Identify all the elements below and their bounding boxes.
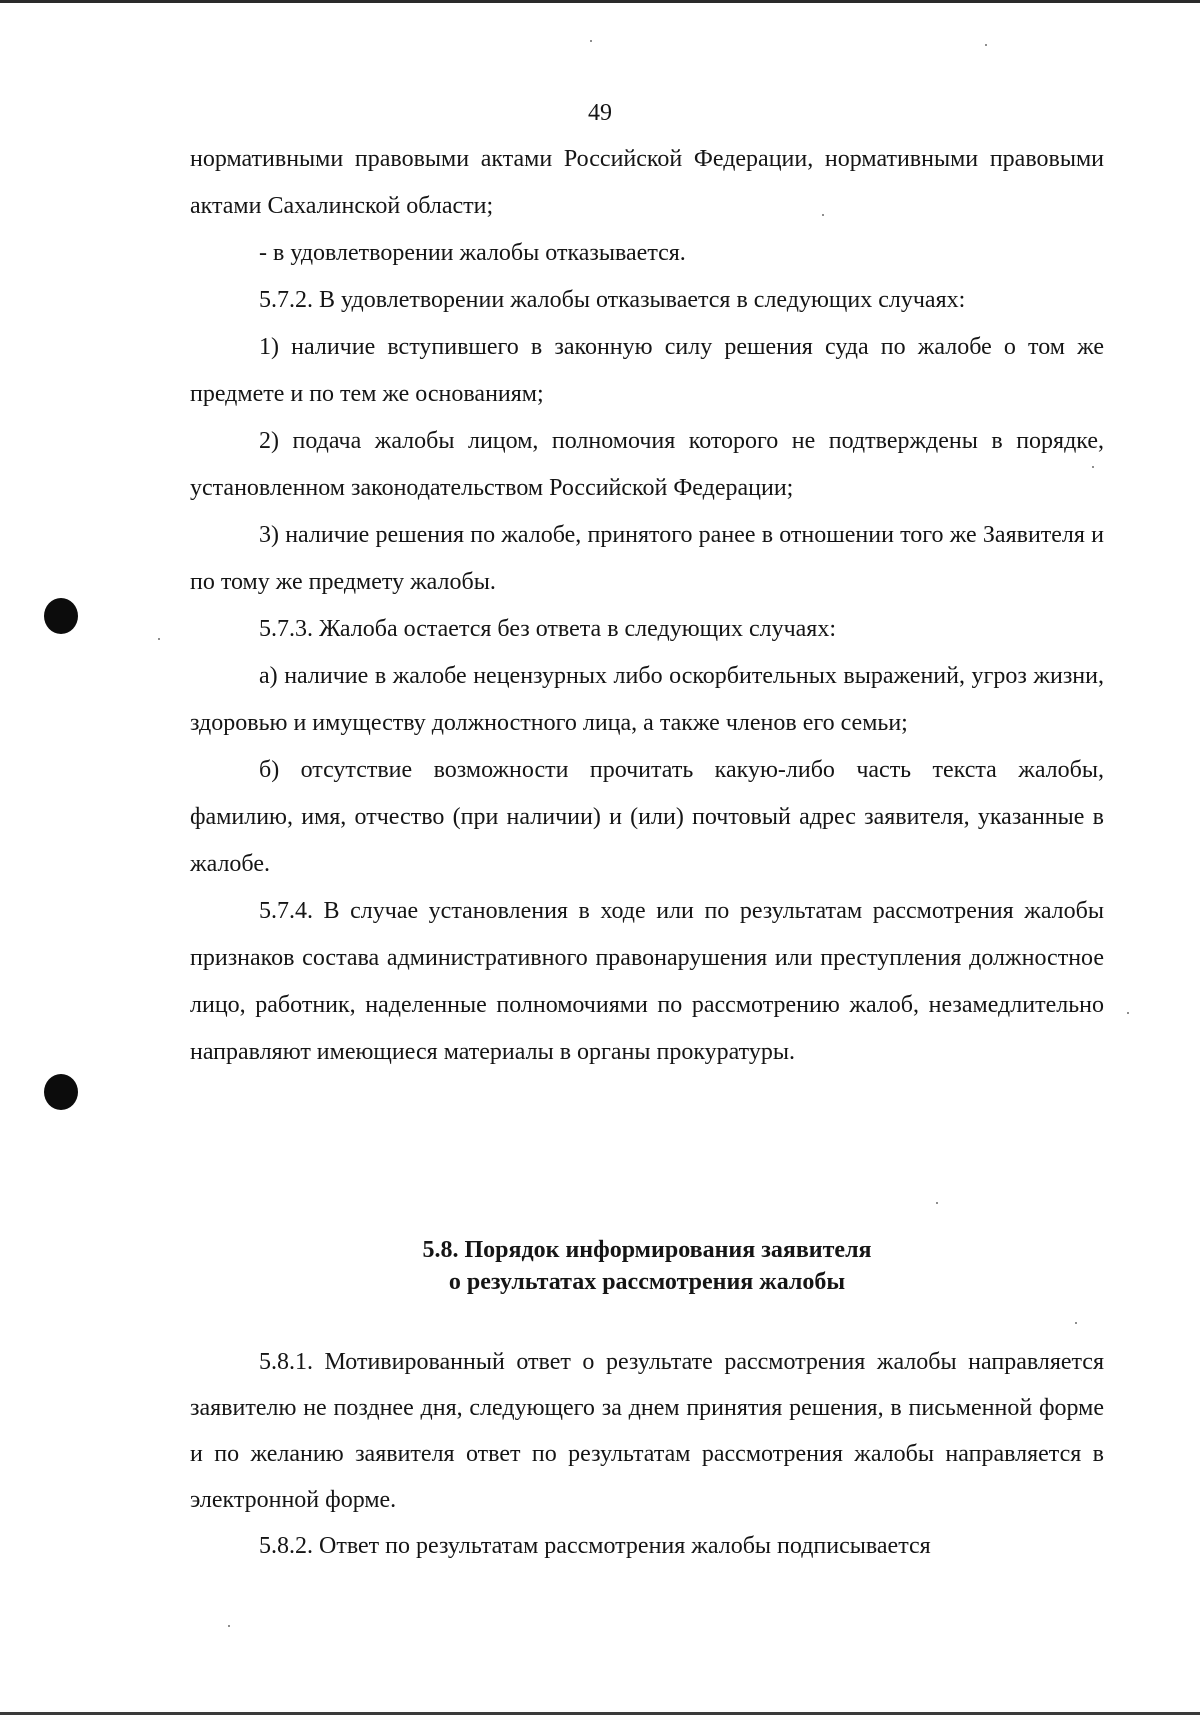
scan-speck xyxy=(158,638,160,640)
document-body-bottom xyxy=(190,1339,1104,1569)
punch-hole xyxy=(44,598,78,634)
scan-speck xyxy=(936,1202,938,1204)
document-body-top xyxy=(190,136,1104,1076)
paragraph: б) отсутствие возможности прочитать какую-либо часть текста жалобы, фамилию, имя, отчество (при наличии) и (или) почтовый адрес заявителя, указанные в жалобе. xyxy=(190,757,1104,877)
scan-speck xyxy=(228,1625,230,1627)
section-heading xyxy=(190,1234,1104,1298)
paragraph: 5.7.2. В удовлетворении жалобы отказывается в следующих случаях: xyxy=(259,287,966,313)
section-heading-line: о результатах рассмотрения жалобы xyxy=(448,1269,846,1295)
paragraph: 1) наличие вступившего в законную силу решения суда по жалобе о том же предмете и по тем же основаниям; xyxy=(190,334,1104,407)
paragraph: - в удовлетворении жалобы отказывается. xyxy=(259,240,686,266)
punch-hole xyxy=(44,1074,78,1110)
paragraph: 5.8.1. Мотивированный ответ о результате рассмотрения жалобы направляется заявителю не позднее дня, следующего за днем принятия решения, в письменной форме и по желанию заявителя ответ по результатам рассмотрения жалобы направляется в электронной форме. xyxy=(190,1349,1104,1513)
scan-speck xyxy=(1075,1322,1077,1324)
scan-speck xyxy=(590,40,592,42)
scan-speck xyxy=(1127,1012,1129,1014)
section-heading-line: 5.8. Порядок информирования заявителя xyxy=(422,1237,872,1263)
scan-speck xyxy=(985,44,987,46)
paragraph: 2) подача жалобы лицом, полномочия которого не подтверждены в порядке, установленном законодательством Российской Федерации; xyxy=(190,428,1104,501)
paragraph: 5.7.4. В случае установления в ходе или по результатам рассмотрения жалобы признаков состава административного правонарушения или преступления должностное лицо, работник, наделенные полномочиями по рассмотрению жалоб, незамедлительно направляют имеющиеся материалы в органы прокуратуры. xyxy=(190,898,1104,1065)
paragraph: нормативными правовыми актами Российской Федерации, нормативными правовыми актами Сахалинской области; xyxy=(190,146,1104,219)
page-number: 49 xyxy=(588,100,612,126)
paragraph: 5.8.2. Ответ по результатам рассмотрения жалобы подписывается xyxy=(259,1533,931,1559)
scan-edge-top xyxy=(0,0,1200,3)
paragraph: а) наличие в жалобе нецензурных либо оскорбительных выражений, угроз жизни, здоровью и имуществу должностного лица, а также членов его семьи; xyxy=(190,663,1104,736)
paragraph: 5.7.3. Жалоба остается без ответа в следующих случаях: xyxy=(259,616,837,642)
paragraph: 3) наличие решения по жалобе, принятого ранее в отношении того же Заявителя и по тому же предмету жалобы. xyxy=(190,522,1104,595)
